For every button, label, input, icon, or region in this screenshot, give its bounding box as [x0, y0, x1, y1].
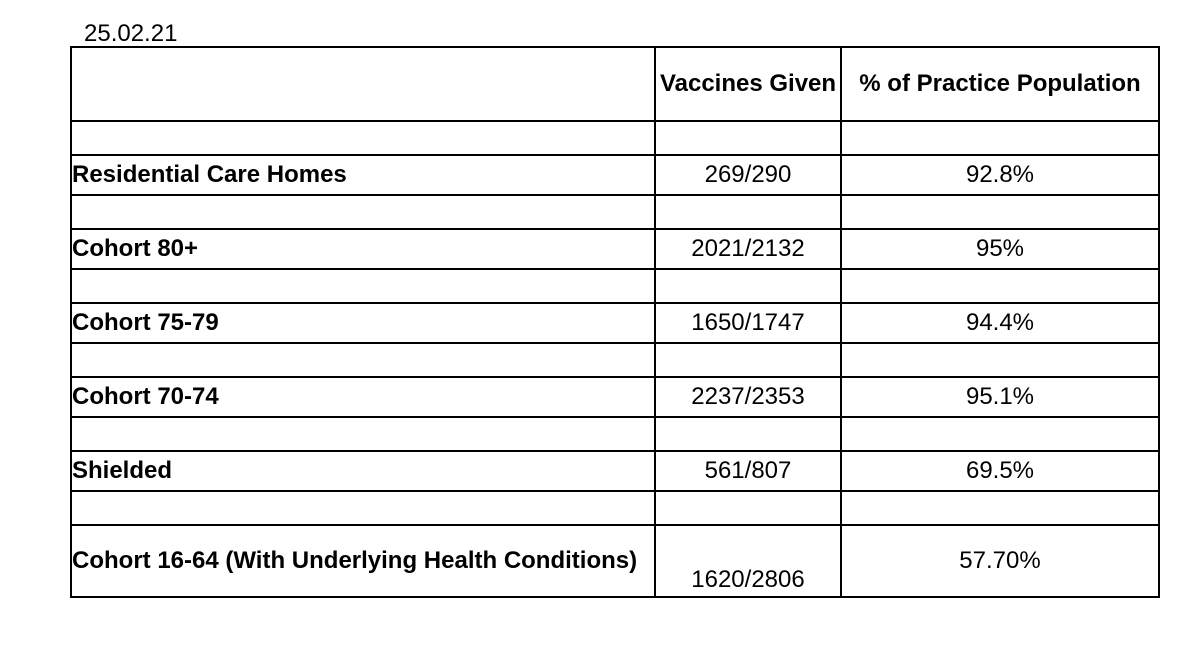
- row-percent: 95%: [841, 229, 1159, 269]
- table-row: [71, 525, 1159, 597]
- row-group-label: Shielded: [71, 451, 655, 491]
- table-row: [71, 451, 1159, 491]
- row-percent: 57.70%: [841, 525, 1159, 597]
- row-percent: 95.1%: [841, 377, 1159, 417]
- row-group-label: Cohort 80+: [71, 229, 655, 269]
- vaccination-table: [70, 46, 1160, 598]
- row-group-label: Cohort 70-74: [71, 377, 655, 417]
- table-row: [71, 377, 1159, 417]
- header-percent-population: % of Practice Population: [841, 47, 1159, 121]
- row-vaccines-given: 269/290: [655, 155, 841, 195]
- table-row: [71, 303, 1159, 343]
- document-date: 25.02.21: [84, 20, 178, 47]
- table-row: [71, 155, 1159, 195]
- spacer-row: [71, 491, 1159, 525]
- row-vaccines-given: 2021/2132: [655, 229, 841, 269]
- header-group: [71, 47, 655, 121]
- spacer-row: [71, 121, 1159, 155]
- spacer-row: [71, 195, 1159, 229]
- row-vaccines-given: 1650/1747: [655, 303, 841, 343]
- table-header-row: [71, 47, 1159, 121]
- header-vaccines-given: Vaccines Given: [655, 47, 841, 121]
- row-vaccines-given: 561/807: [655, 451, 841, 491]
- row-percent: 69.5%: [841, 451, 1159, 491]
- row-vaccines-given: 1620/2806: [655, 525, 841, 597]
- row-group-label: Cohort 16-64 (With Underlying Health Conditions): [71, 525, 655, 597]
- row-percent: 94.4%: [841, 303, 1159, 343]
- row-group-label: Residential Care Homes: [71, 155, 655, 195]
- spacer-row: [71, 343, 1159, 377]
- row-percent: 92.8%: [841, 155, 1159, 195]
- spacer-row: [71, 417, 1159, 451]
- row-group-label: Cohort 75-79: [71, 303, 655, 343]
- table-row: [71, 229, 1159, 269]
- row-vaccines-given: 2237/2353: [655, 377, 841, 417]
- spacer-row: [71, 269, 1159, 303]
